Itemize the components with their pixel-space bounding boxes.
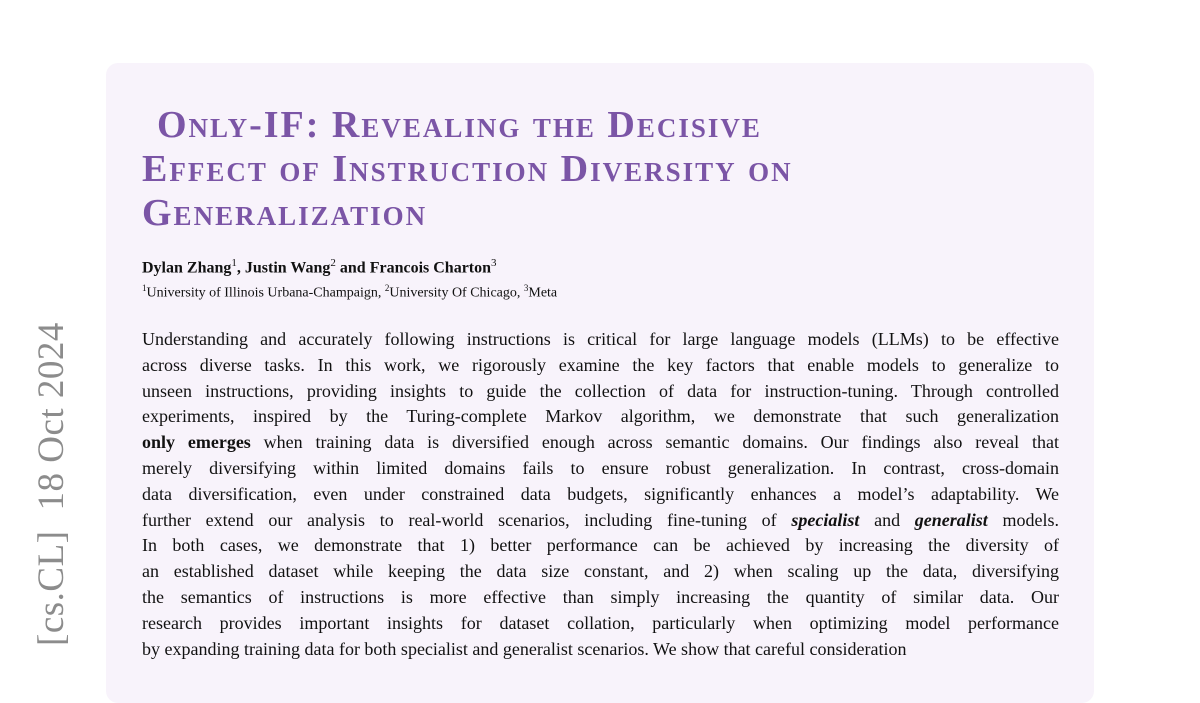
abstract-line: an established dataset while keeping the data size constant, and 2) when scaling up the data, diversifying — [142, 561, 1059, 582]
paper-card — [106, 63, 1094, 703]
abstract-line: Understanding and accurately following instructions is critical for large language models (LLMs) to be effective — [142, 329, 1059, 349]
author-name: Francois Charton — [369, 259, 492, 277]
abstract-line: unseen instructions, providing insights to guide the collection of data for instruction-tuning. Through controlled — [142, 380, 1059, 401]
author-affil-mark: 3 — [491, 257, 497, 269]
arxiv-date: 18 Oct 2024 — [31, 322, 72, 511]
emphasis-specialist: specialist — [791, 509, 860, 530]
abstract-line: across diverse tasks. In this work, we rigorously examine the key factors that enable models to generalize to — [142, 354, 1059, 375]
author-name: Dylan Zhang — [142, 259, 232, 277]
author-name: Justin Wang — [244, 259, 331, 277]
arxiv-category: [cs.CL] — [31, 530, 72, 646]
affil-name: University Of Chicago — [389, 285, 517, 301]
author-list — [142, 257, 497, 277]
affil-number: 2 — [384, 283, 390, 293]
abstract-text-span: when training data is diversified enough across semantic domains. Our findings also reveal that — [250, 432, 1060, 453]
abstract-line: merely diversifying within limited domains fails to ensure robust generalization. In contrast, cross-domain — [142, 457, 1059, 478]
arxiv-stamp — [30, 322, 73, 646]
abstract-line: by expanding training data for both specialist and generalist scenarios. We show that careful consideration — [142, 638, 907, 659]
abstract-line: data diversification, even under constrained data budgets, significantly enhances a model’s adaptability. We — [142, 483, 1059, 504]
affil-number: 3 — [523, 283, 529, 293]
affiliation-list — [142, 283, 557, 302]
abstract-text-span: further extend our analysis to real-world scenarios, including fine-tuning of — [142, 509, 792, 530]
emphasis-generalist: generalist — [914, 509, 988, 530]
abstract-line: research provides important insights for dataset collation, particularly when optimizing model performance — [142, 612, 1059, 633]
affil-separator: , — [516, 285, 524, 301]
abstract-line: In both cases, we demonstrate that 1) better performance can be achieved by increasing the diversity of — [142, 535, 1059, 556]
affil-name: Meta — [528, 285, 558, 301]
author-separator: and — [335, 259, 370, 277]
abstract-line — [142, 430, 1059, 456]
abstract-line: experiments, inspired by the Turing-complete Markov algorithm, we demonstrate that such generalization — [142, 406, 1059, 427]
author-affil-mark: 1 — [231, 257, 237, 269]
author-affil-mark: 2 — [330, 257, 336, 269]
abstract-line: the semantics of instructions is more effective than simply increasing the quantity of similar data. Our — [142, 586, 1059, 607]
title-line: Effect of Instruction Diversity on — [142, 148, 793, 190]
affil-number: 1 — [142, 283, 147, 293]
abstract-text-span: models. — [987, 509, 1059, 530]
affil-name: University of Illinois Urbana-Champaign — [146, 285, 378, 301]
abstract-text — [142, 327, 1059, 662]
abstract-line — [142, 508, 1059, 534]
emphasis-bold: only emerges — [142, 432, 251, 453]
abstract-text-span: and — [859, 509, 915, 530]
affil-separator: , — [377, 285, 385, 301]
title-line: Only-IF: Revealing the Decisive — [157, 104, 762, 146]
title-line: Generalization — [142, 192, 428, 234]
paper-title — [142, 103, 1072, 235]
author-separator: , — [236, 259, 245, 277]
